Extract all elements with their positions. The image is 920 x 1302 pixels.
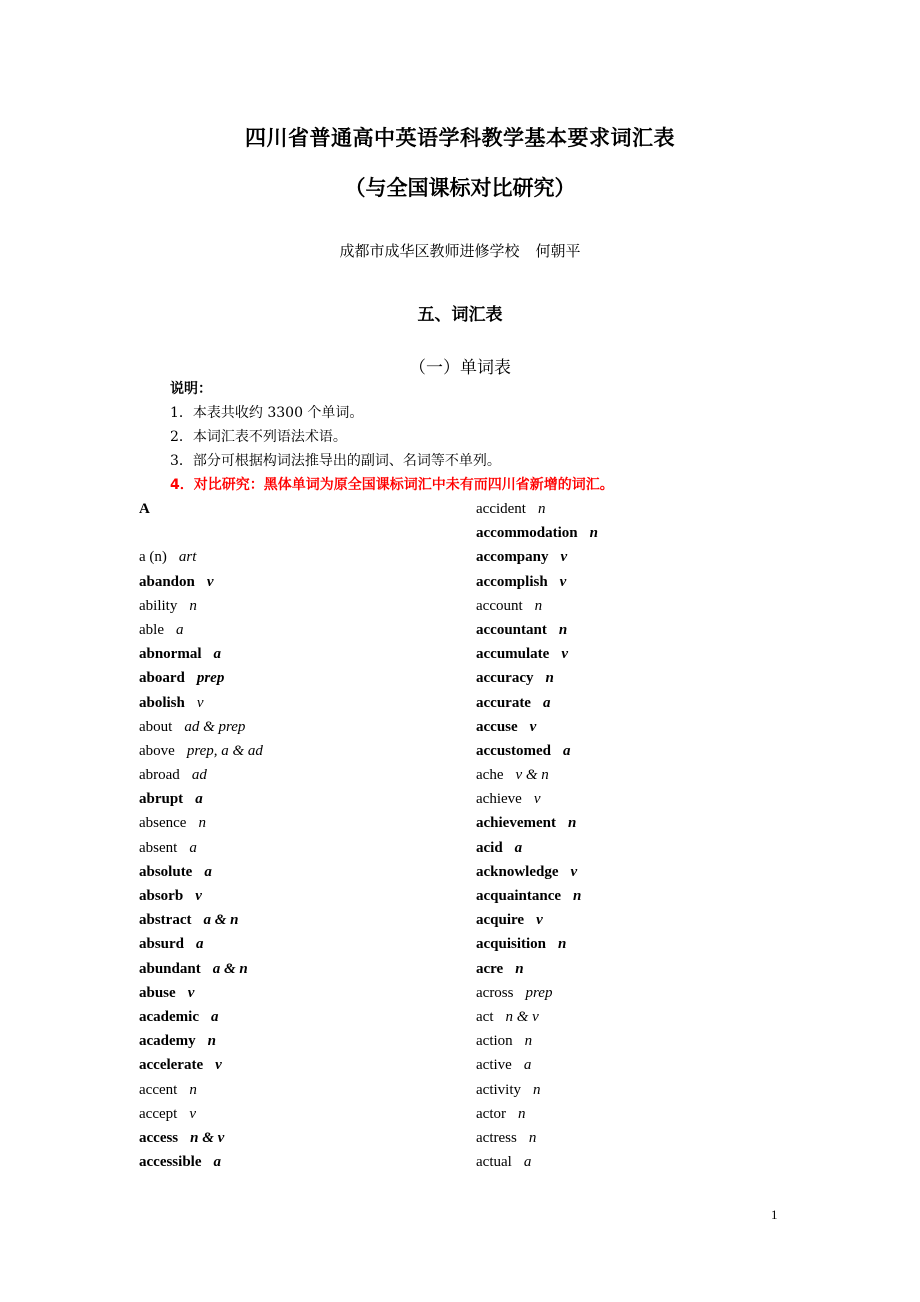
vocab-word: acquisition <box>476 936 547 953</box>
part-of-speech: n & v <box>190 1129 225 1146</box>
blank-row <box>139 521 263 545</box>
vocab-entry <box>139 860 263 884</box>
vocab-entry <box>139 594 263 618</box>
vocab-word: aboard <box>139 670 185 687</box>
part-of-speech: a <box>210 1008 219 1025</box>
part-of-speech: a & n <box>212 960 248 977</box>
part-of-speech: n <box>207 1033 216 1050</box>
part-of-speech: n <box>558 621 568 638</box>
vocab-entry <box>476 1029 598 1053</box>
vocab-word: acknowledge <box>476 863 559 880</box>
vocab-word: absolute <box>139 863 193 880</box>
vocab-word: accelerate <box>139 1057 204 1074</box>
vocab-word: account <box>476 597 523 614</box>
part-of-speech: ad <box>191 767 207 784</box>
part-of-speech: n <box>567 815 577 832</box>
vocab-word: acid <box>476 839 503 856</box>
vocab-word: accent <box>139 1081 178 1098</box>
vocab-entry <box>139 1102 263 1126</box>
part-of-speech: ad & prep <box>184 718 246 735</box>
vocab-word: access <box>139 1129 179 1146</box>
vocab-entry <box>139 787 263 811</box>
vocab-entry <box>476 691 598 715</box>
letter-heading <box>139 497 263 521</box>
vocab-entry <box>139 836 263 860</box>
vocab-entry <box>476 521 598 545</box>
vocab-word: absence <box>139 815 187 832</box>
part-of-speech: v <box>529 718 537 735</box>
vocab-word: academic <box>139 1008 199 1025</box>
part-of-speech: n <box>198 815 206 832</box>
vocab-word: accountant <box>476 621 547 638</box>
vocab-word: a (n) <box>139 549 167 566</box>
vocab-word: accept <box>139 1105 178 1122</box>
notes-label: 说明： <box>170 381 212 397</box>
vocab-entry <box>139 811 263 835</box>
vocab-word: activity <box>476 1081 521 1098</box>
vocab-word: active <box>476 1057 512 1074</box>
vocab-entry <box>139 1005 263 1029</box>
part-of-speech: a <box>196 936 204 953</box>
vocab-entry <box>476 739 598 763</box>
vocab-word: accuracy <box>476 670 534 687</box>
part-of-speech: v <box>560 549 568 566</box>
vocab-entry <box>139 1126 263 1150</box>
vocab-word: ability <box>139 597 178 614</box>
vocab-entry <box>476 570 598 594</box>
part-of-speech: n <box>573 888 582 904</box>
vocab-entry <box>139 545 263 569</box>
part-of-speech: v <box>189 1105 196 1122</box>
part-of-speech: v <box>536 912 543 929</box>
vocab-entry <box>476 497 598 521</box>
vocab-entry <box>476 908 598 932</box>
vocab-entry <box>139 957 263 981</box>
part-of-speech: a <box>213 646 222 663</box>
part-of-speech: v <box>533 791 541 808</box>
subsection-heading: （一）单词表 <box>409 358 511 378</box>
vocab-word: accuse <box>476 718 518 735</box>
vocab-word: abandon <box>139 573 195 590</box>
vocab-entry <box>476 836 598 860</box>
vocab-entry <box>476 1102 598 1126</box>
vocab-entry <box>476 787 598 811</box>
vocab-word: achievement <box>476 815 556 832</box>
note-item: 2．本词汇表不列语法术语。 <box>170 429 347 445</box>
vocab-entry <box>139 1029 263 1053</box>
part-of-speech: n <box>189 597 197 614</box>
vocab-word: able <box>139 621 164 638</box>
part-of-speech: n <box>524 1033 533 1050</box>
part-of-speech: v <box>187 984 195 1001</box>
vocab-word: accident <box>476 501 526 517</box>
vocab-word: academy <box>139 1033 196 1050</box>
vocab-entry <box>139 1053 263 1077</box>
vocab-entry <box>139 884 263 908</box>
vocab-word: abrupt <box>139 791 184 808</box>
document-title: 四川省普通高中英语学科教学基本要求词汇表 <box>245 126 675 150</box>
part-of-speech: prep, a & ad <box>186 742 263 759</box>
part-of-speech: v <box>206 573 214 590</box>
part-of-speech: n <box>589 525 598 542</box>
part-of-speech: art <box>178 549 197 566</box>
part-of-speech: v <box>570 863 578 880</box>
part-of-speech: n <box>517 1105 526 1122</box>
vocab-entry <box>139 739 263 763</box>
vocab-column-right <box>476 497 598 1174</box>
part-of-speech: prep <box>525 984 553 1001</box>
vocab-entry <box>139 570 263 594</box>
part-of-speech: a <box>542 694 551 711</box>
part-of-speech: n <box>558 936 567 953</box>
vocab-entry <box>476 884 598 908</box>
part-of-speech: a <box>175 621 184 638</box>
part-of-speech: n <box>534 597 543 614</box>
vocab-entry <box>139 763 263 787</box>
note-highlight: 4．对比研究：黑体单词为原全国课标词汇中未有而四川省新增的词汇。 <box>170 477 614 493</box>
vocab-entry <box>476 1126 598 1150</box>
vocab-word: acre <box>476 960 504 977</box>
part-of-speech: n <box>537 501 546 517</box>
vocab-word: actor <box>476 1105 506 1122</box>
vocab-entry <box>476 1005 598 1029</box>
vocab-entry <box>476 618 598 642</box>
vocab-entry <box>476 1053 598 1077</box>
page-number: 1 <box>771 1207 778 1222</box>
author-line <box>0 240 920 261</box>
vocab-entry <box>476 594 598 618</box>
vocab-word: abuse <box>139 984 176 1001</box>
part-of-speech: n <box>189 1081 197 1098</box>
vocab-entry <box>476 860 598 884</box>
part-of-speech: n & v <box>505 1008 539 1025</box>
part-of-speech: v <box>195 888 202 904</box>
author-name: 何朝平 <box>535 242 581 260</box>
part-of-speech: n <box>545 670 554 687</box>
vocab-word: above <box>139 742 175 759</box>
vocab-word: ache <box>476 767 504 784</box>
vocab-word: abroad <box>139 767 180 784</box>
note-item: 3．部分可根据构词法推导出的副词、名词等不单列。 <box>170 453 501 469</box>
vocab-entry <box>139 642 263 666</box>
vocab-word: accompany <box>476 549 549 566</box>
vocab-word: about <box>139 718 173 735</box>
vocab-entry <box>476 545 598 569</box>
section-heading: 五、词汇表 <box>417 305 503 325</box>
vocab-entry <box>476 666 598 690</box>
part-of-speech: a <box>204 863 212 880</box>
document-subtitle: （与全国课标对比研究） <box>344 176 576 200</box>
part-of-speech: a <box>213 1154 221 1171</box>
vocab-word: abolish <box>139 694 185 711</box>
part-of-speech: n <box>515 960 524 977</box>
vocab-entry <box>139 715 263 739</box>
part-of-speech: prep <box>196 670 225 687</box>
part-of-speech: a & n <box>203 912 239 929</box>
vocab-entry <box>139 981 263 1005</box>
vocab-word: absent <box>139 839 178 856</box>
vocab-entry <box>139 691 263 715</box>
vocab-word: abundant <box>139 960 201 977</box>
vocab-entry <box>139 1078 263 1102</box>
vocab-entry <box>476 932 598 956</box>
vocab-word: absorb <box>139 888 184 904</box>
vocab-word: accurate <box>476 694 531 711</box>
part-of-speech: a <box>523 1057 532 1074</box>
author-school: 成都市成华区教师进修学校 <box>339 242 520 260</box>
vocab-entry <box>139 1150 263 1174</box>
part-of-speech: v <box>196 694 204 711</box>
vocab-entry <box>476 811 598 835</box>
vocab-word: actress <box>476 1129 517 1146</box>
vocab-entry <box>476 981 598 1005</box>
vocab-word: achieve <box>476 791 522 808</box>
vocab-word: acquire <box>476 912 525 929</box>
part-of-speech: a <box>563 742 571 759</box>
part-of-speech: a <box>514 839 523 856</box>
vocab-entry <box>476 1150 598 1174</box>
part-of-speech: v <box>561 646 568 663</box>
vocab-word: accessible <box>139 1154 202 1171</box>
vocab-word: accumulate <box>476 646 550 663</box>
vocab-word: action <box>476 1033 513 1050</box>
note-item: 1．本表共收约 3300 个单词。 <box>170 405 364 421</box>
vocab-entry <box>139 908 263 932</box>
vocab-entry <box>139 666 263 690</box>
vocab-word: actual <box>476 1154 512 1171</box>
vocab-word: accomplish <box>476 573 548 590</box>
part-of-speech: n <box>528 1129 537 1146</box>
vocab-word: across <box>476 984 514 1001</box>
vocab-entry <box>476 642 598 666</box>
part-of-speech: v <box>215 1057 222 1074</box>
part-of-speech: a <box>195 791 203 808</box>
vocab-column-left <box>139 497 263 1174</box>
vocab-word: absurd <box>139 936 185 953</box>
vocab-entry <box>476 1078 598 1102</box>
vocab-entry <box>476 763 598 787</box>
vocab-word: abnormal <box>139 646 202 663</box>
part-of-speech: a <box>189 839 197 856</box>
vocab-entry <box>476 957 598 981</box>
part-of-speech: n <box>533 1081 541 1098</box>
vocab-word: abstract <box>139 912 192 929</box>
notes-block <box>170 377 614 497</box>
vocab-entry <box>476 715 598 739</box>
vocab-entry <box>139 932 263 956</box>
vocab-word: act <box>476 1008 494 1025</box>
vocab-word: accustomed <box>476 742 551 759</box>
part-of-speech: v & n <box>515 767 549 784</box>
vocab-word: accommodation <box>476 525 578 542</box>
vocab-word: A <box>139 501 150 517</box>
part-of-speech: a <box>523 1154 532 1171</box>
vocab-entry <box>139 618 263 642</box>
part-of-speech: v <box>559 573 567 590</box>
vocab-word: acquaintance <box>476 888 562 904</box>
